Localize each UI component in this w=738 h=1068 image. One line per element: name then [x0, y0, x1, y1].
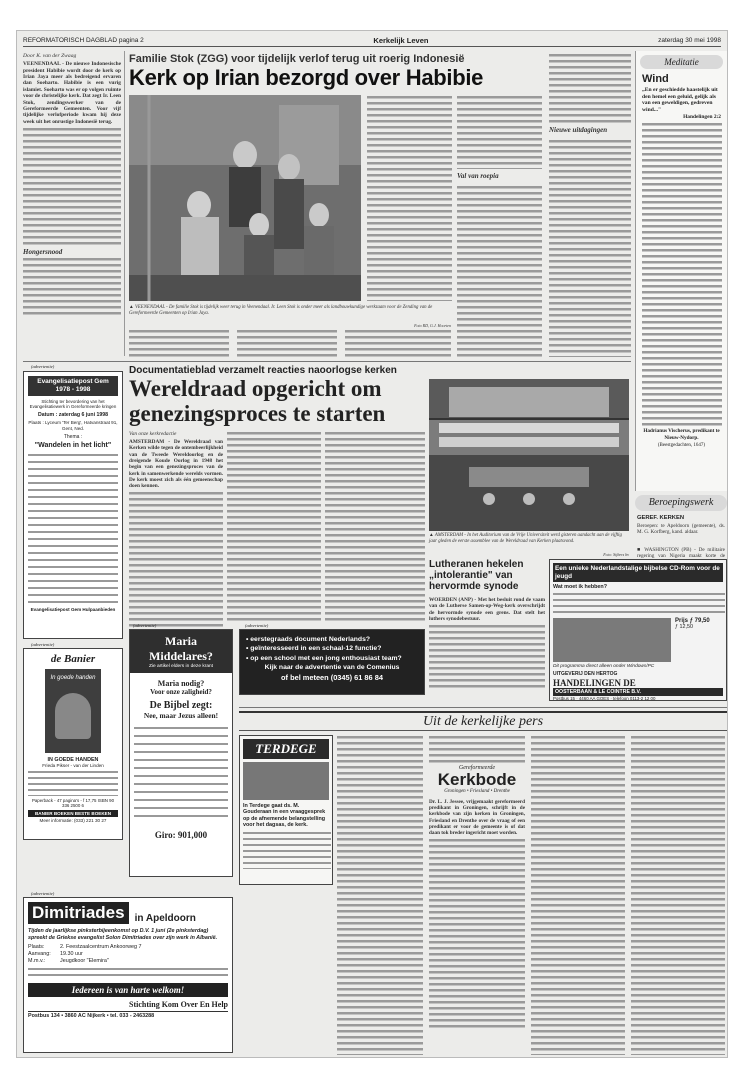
ad-comenius	[239, 629, 425, 695]
lead-headline: Kerk op Irian bezorgd over Habibie	[129, 65, 484, 90]
wereldraad-intro: AMSTERDAM - De Wereldraad van Kerken wilde tegen de ontembeerlijkheid van de Tweede Wereldoorlog en de dreigende Koude Oorlog in 1948 het begin van een genezingsproces van de kerk in samenwerkende werelds vormen. De kerk moest zich als één gemeenschap doen kennen.	[129, 439, 223, 490]
terdege-photo	[243, 762, 329, 800]
ad-banier	[23, 648, 123, 840]
banier-brand: de Banier	[50, 653, 96, 665]
wereldraad-caption: ▲ AMSTERDAM - In het Auditorium van de Vrije Universiteit werd gisteren aandacht aan de vijftig jaar gleden de eerste assemblee van de Wereldraad van Kerken plaatsvond.	[429, 533, 622, 544]
cdrom-screenshot-image	[553, 618, 671, 662]
dimitriades-addr: 2. Feestzaalcentrum Ankoorweg 7	[60, 944, 142, 950]
dimitriades-title: Dimitriades	[28, 902, 129, 924]
terdege-text: In Terdege gaat ds. M. Gouderaan in een vraaggesprek op de afnemende belangstelling voor het dagsas, de kerk.	[243, 803, 326, 829]
issue-date: zaterdag 30 mei 1998	[658, 37, 721, 44]
comenius-line-2: • geïnteresseerd in een schaal-12 functie?	[246, 645, 382, 653]
meditatie-title: Wind	[642, 73, 669, 85]
dimitriades-place: in Apeldoorn	[134, 913, 196, 924]
lead-intro-column	[23, 53, 121, 353]
lutheranen-headline-1: Lutheranen hekelen	[429, 559, 524, 570]
family-photo	[129, 95, 361, 301]
lead-body-col3a	[457, 95, 542, 169]
ad-evangelisatie-sub: Stichting ter bevordering van het Evangelisatiewerk in Gereformeerde kringen	[29, 399, 117, 410]
middelares-answer: Nee, maar Jezus alleen!	[143, 711, 219, 720]
auditorium-photo	[429, 379, 629, 531]
section-divider	[239, 707, 727, 708]
wereldraad-kicker: Documentatieblad verzamelt reacties naoorlogse kerken	[129, 365, 397, 376]
kerkbode-label: Gereformeerde	[458, 765, 496, 771]
lead-subhead-hongersnood: Hongersnood	[23, 248, 63, 257]
kerkelijke-pers-banner: Uit de kerkelijke pers	[239, 711, 727, 731]
comenius-line-4: Kijk naar de advertentie van de Comenius	[264, 664, 400, 672]
ad-dimitriades	[23, 897, 233, 1053]
banier-contact: Meer informatie: (033) 221 30 27	[39, 818, 107, 823]
meditatie-body	[642, 122, 722, 426]
column-rule	[124, 51, 125, 356]
cdrom-headline: Een unieke Nederlandstalige bijbelse CD-Rom voor de jeugd	[553, 563, 723, 582]
dimitriades-intro: Tijden de jaarlijkse pinksterbijeenkomst op D.V. 1 juni (2e pinksterdag) spreekt de Griekse evangelist Solon Dimitriades over zijn werk in Albanië.	[28, 928, 218, 941]
middelares-q2: Voor onze zaligheid?	[150, 688, 212, 696]
ad-terdege	[239, 735, 333, 885]
wereldraad-headline-2: genezingsproces te starten	[129, 401, 386, 426]
comenius-line-1: • eerstegraads document Nederlands?	[246, 636, 371, 643]
lutheranen-headline-2: „intolerantie" van	[429, 570, 513, 581]
lead-body-col4a	[549, 53, 631, 123]
lead-photo-credit: Foto RD, G.J. Hoorten	[414, 323, 451, 328]
book-cover-image	[45, 669, 101, 753]
dimitriades-postbus: Postbus 134 • 3860 AC Nijkerk • tel. 033 - 2463288	[28, 1011, 228, 1019]
dimitriades-addr-label: Plaats:	[28, 944, 45, 950]
middelares-sub: Zie artikel elders in deze krant	[149, 664, 213, 669]
lutheranen-headline	[429, 559, 545, 592]
lead-photo-caption: ▲ VEENENDAAL - De familie Stok is tijdelijk weer terug in Veenendaal. Ir. Leen Stok is onder meer als landbouwkundige werkzaam voor de Zending van de Gereformeerde Gemeenten op Irian Jaya.	[129, 305, 433, 316]
wereldraad-col2	[227, 431, 321, 621]
dimitriades-tel-label: M.m.v.:	[28, 958, 46, 964]
kerkpers-col2a	[429, 735, 525, 763]
wereldraad-col3	[325, 431, 425, 621]
kerkpers-col2b	[429, 799, 525, 1055]
cdrom-brand: HANDELINGEN DE	[553, 678, 636, 688]
ad-evangelisatie-theme-label: Thema :	[63, 434, 83, 441]
page-header	[23, 35, 721, 47]
lutheranen-intro: WOERDEN (ANP) - Met het besluit rond de vaam van de Lutherse Samen-op-Weg-kerk overschrijdt de hervormde synode een grens. Dat stelt het luthers synodebestuur.	[429, 597, 545, 622]
dimitriades-time-label: Aanvang:	[28, 951, 51, 957]
paper-name: REFORMATORISCH DAGBLAD pagina 2	[23, 37, 144, 44]
meditatie-label: Meditatie	[640, 55, 723, 69]
newspaper-page	[16, 30, 728, 1058]
lead-body-col2	[367, 95, 452, 301]
middelares-title-1: Maria	[165, 634, 197, 648]
cdrom-price-2: ƒ 12,50	[675, 624, 693, 630]
ad-tag: (advertentie)	[31, 364, 55, 369]
washington-news: ■ WASHINGTON (PB) - De militaire regering van Nigeria maakt korte de	[637, 547, 725, 560]
cdrom-address: OOSTERBAAN & LE COINTRE B.V.	[553, 688, 723, 696]
lead-kicker: Familie Stok (ZGG) voor tijdelijk verlof terug uit roerig Indonesië	[129, 53, 465, 65]
kerkpers-col1	[337, 735, 423, 1055]
ad-evangelisatie-date: Datum : zaterdag 6 juni 1998	[37, 412, 109, 419]
cdrom-price: Prijs ƒ 79,50	[675, 618, 710, 624]
meditatie-author: Hadrianus Vischerus, predikant te Nieuw-Nydorp.	[643, 428, 720, 441]
banier-price: Paperback - 47 pagina's - f 17,75 ISBN 90 336 2500 6	[31, 798, 115, 808]
ad-evangelisatie-program	[28, 453, 118, 603]
lead-byline: Door K. van der Zwaag	[23, 53, 77, 59]
meditatie-ref: Handelingen 2:2	[683, 114, 721, 121]
wereldraad-headline-1: Wereldraad opgericht om	[129, 376, 382, 401]
meditatie-sidebar	[635, 51, 727, 491]
comenius-line-5: of bel meteen (0345) 61 86 84	[281, 672, 383, 682]
lutheranen-body	[429, 597, 545, 697]
ad-tag: (advertentie)	[31, 642, 55, 647]
banier-book-title: IN GOEDE HANDEN	[47, 757, 99, 763]
cdrom-order: Dit programma direct alleen onder Windows/PC	[553, 664, 655, 669]
section-divider	[23, 361, 631, 362]
lead-body-col3b	[457, 185, 542, 357]
wereldraad-photo-credit: Foto: Sijbers bv	[603, 552, 629, 557]
terdege-logo: TERDEGE	[243, 739, 329, 759]
book-cover-title: In goede handen	[50, 675, 96, 681]
ad-tag: (advertentie)	[31, 891, 55, 896]
text-lines	[23, 127, 121, 247]
ad-evangelisatie-theme: "Wandelen in het licht"	[34, 442, 112, 450]
ad-tag: (advertentie)	[245, 623, 269, 628]
meditatie-source: (Beestgedachten, 1647)	[657, 442, 706, 448]
kerkbode-sub: Groningen • Friesland • Drenthe	[444, 789, 510, 794]
section-title: Kerkelijk Leven	[373, 36, 429, 45]
ad-evangelisatie-place: Plaats : Lyceum 'Ter Berg', Hatvanstraat 91, Gent, Ned.	[28, 420, 118, 431]
lead-body-bottom3	[345, 329, 451, 357]
middelares-giro: Giro: 901,000	[154, 830, 208, 840]
lead-subhead-uitdagingen: Nieuwe uitdagingen	[549, 127, 608, 134]
wereldraad-byline: Van onze kerkredactie	[129, 431, 177, 437]
cdrom-question: Wat moet ik hebben?	[553, 584, 608, 590]
dimitriades-org: Stichting Kom Over En Help	[129, 1000, 228, 1009]
middelares-q1: Maria nodig?	[157, 679, 205, 688]
kerkbode-box	[429, 765, 525, 794]
banier-shop: BANIER BOEKEN BESTE BOEKEN	[28, 810, 118, 817]
lead-body-col4b	[549, 139, 631, 357]
middelares-title-2: Middelares?	[149, 649, 213, 663]
lutheranen-headline-3: hervormde synode	[429, 581, 519, 592]
cdrom-publisher: UITGEVERIJ DEN HERTOG	[553, 671, 618, 677]
kerkbode-intro: Dr. L. J. Jessee, vrijgemaakt gereformeerd predikant in Groningen, schrijft in de kerkbode van zijn kerken in Groningen, Friesland en Drenthe over de vraag of een predikant er voor de gemeente is of dat daan tok breder ingericht moet worden.	[429, 799, 525, 837]
ad-cdrom	[549, 559, 727, 701]
ad-evangelisatie-footer: Evangelisatiepost Gem Hulpaanbieden	[30, 607, 116, 613]
lead-subhead-roepia: Val van roepia	[457, 173, 499, 180]
cdrom-footer: Postbus 15 · 4460 AA GOES · telefoon 0113-2 12 00	[553, 696, 656, 701]
lead-intro: VEENENDAAL - De nieuwe Indonesische president Habibie wordt door de kerk op Irian Jaya meer als bedreigend ervaren dan Soeharto. Habibie is een vurig islamiet. Soeharto was er op volgen ruimte voor de christelijke kerk. Dat zegt Ir. Leen Stok, zendingswerker van de Gereformeerde Gemeenten. Voor vijf tijdelijke verlofperiode kwam hij deze week uit het onrustige Indonesië terug.	[23, 61, 121, 125]
middelares-bible: De Bijbel zegt:	[149, 700, 213, 711]
ad-evangelisatie-title: Evangelisatiepost Gem 1978 - 1998	[28, 376, 118, 396]
lead-body-bottom2	[237, 329, 337, 357]
ad-tag: (advertentie)	[133, 623, 157, 628]
dimitriades-appeal: Iedereen is van harte welkom!	[28, 983, 228, 997]
beroepingswerk-org: GEREF. KERKEN	[637, 515, 685, 521]
lead-body-bottom1	[129, 329, 229, 357]
kerkbode-title: Kerkbode	[437, 770, 517, 789]
meditatie-quote: „En er geschiedde haastelijk uit den hemel een geluid, gelijk als van een geweldigen, gedreven wind..."	[642, 87, 718, 113]
dimitriades-time: 19.30 uur	[60, 951, 83, 957]
kerkpers-col4	[631, 735, 725, 1055]
ad-evangelisatie	[23, 371, 123, 639]
beroepingswerk-text: Beroepen: te Apeldoorn (gemeente), ds. M. G. Korfberg, kand. aldaar.	[637, 523, 725, 536]
kerkpers-col3	[531, 735, 625, 1055]
banier-author: Frieda Pikser - van der Linden	[42, 763, 104, 768]
beroepingswerk-label: Beroepingswerk	[635, 495, 727, 511]
dimitriades-tel: Jeugdkoor "Elemira"	[60, 958, 109, 964]
comenius-line-3: • op een school met een jong enthousiast team?	[246, 654, 402, 662]
ad-middelares	[129, 629, 233, 877]
